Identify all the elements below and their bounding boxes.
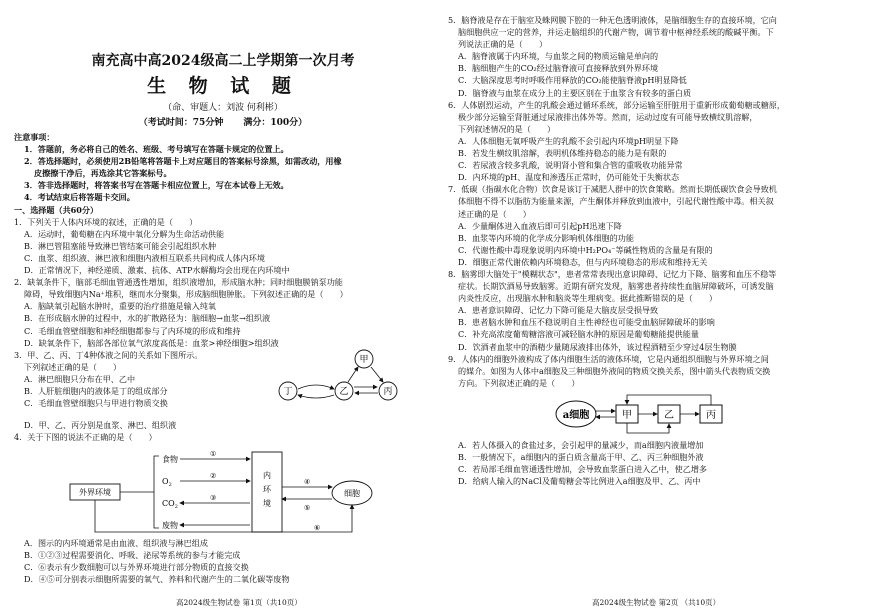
q4-co2-label: $CO_2$	[162, 498, 178, 510]
q1-stem: 1．下列关于人体内环境的叙述，正确的是（ ）	[14, 216, 198, 227]
q1-option-a: A．运动时，葡萄糖在内环境中氧化分解为生命活动供能	[24, 228, 225, 239]
q4-inner-label-1: 内	[263, 470, 271, 480]
q6-option-d: D．内环境的pH、温度和渗透压正常时，仍可能处于失衡状态	[458, 172, 680, 183]
q6-option-b: B．若发生横纹肌溶解，表明机体维持稳态的能力是有限的	[458, 148, 667, 159]
q9-option-a: A．若人体摄入的食盐过多，会引起甲的量减少，而a细胞内液量增加	[458, 439, 704, 450]
exam-time: （考试时间：75分钟	[138, 118, 224, 128]
q1-option-b: B．淋巴管阻塞能导致淋巴管结案可能会引起组织水肿	[24, 240, 217, 251]
q1-option-c: C．血浆、组织液、淋巴液和细胞内液相互联系共同构成人体内环境	[24, 252, 265, 263]
q7-option-b: B．血浆等内环境的化学成分影响机体细胞的功能	[458, 232, 634, 243]
q3-label-ding: 丁	[283, 386, 293, 397]
exam-score: 满分：100分）	[243, 118, 308, 128]
q9-cell-label: a细胞	[562, 409, 590, 421]
q7-option-d: D．细胞正常代谢依赖内环境稳态，但与内环境稳态的形成和维持无关	[458, 256, 708, 267]
q9-option-c: C．若局部毛细血管通透性增加，会导致血浆蛋白进入乙中，使乙增多	[458, 464, 708, 475]
q9-label-jia: 甲	[622, 409, 632, 421]
section-heading: 一、选择题（共60分）	[14, 204, 99, 215]
q8-option-d: D．饮酒者血浆中的酒精少量随尿液排出体外，该过程酒精至少穿过4层生物膜	[458, 341, 737, 352]
q6-option-a: A．人体细胞无氧呼吸产生的乳酸不会引起内环境pH明显下降	[458, 135, 679, 146]
q4-num-5: ⑤	[304, 503, 311, 512]
left-column	[14, 0, 432, 585]
q3-label-bing: 丙	[383, 386, 393, 397]
q6-option-c: C．若尿液含较多乳酸，说明肾小管和集合管的重吸收功能异常	[458, 160, 683, 171]
q5-option-c: C．大脑深度思考时呼吸作用释放的CO₂能使脑脊液pH明显降低	[458, 75, 687, 86]
q8-stem-line3: 内炎性反应，出现脑水肿和脑炎等生理病变。据此推断错误的是（ ）	[458, 293, 718, 304]
q9-diagram-svg	[448, 390, 866, 438]
q7-option-c: C．代谢性酸中毒现象说明内环境中H₂PO₄⁻等碱性物质的含量是有限的	[458, 244, 713, 255]
q5-option-b: B．脑细胞产生的CO₂经过脑脊液可直接释放到外界环境	[458, 63, 659, 74]
q4-food-label: 食物	[162, 454, 178, 464]
q8-option-a: A．患者意识障碍、记忆力下降可能是大脑皮层受损导致	[458, 305, 659, 316]
q8-option-c: C．补充高浓度葡萄糖溶液可减轻脑水肿的原因是葡萄糖能提供能量	[458, 329, 699, 340]
q9-label-bing: 丙	[706, 409, 716, 421]
q9-stem-line2: 的媒介。如图为人体中a细胞及三种细胞外液间的物质交换关系，图中箭头代表物质交换	[458, 365, 771, 376]
q8-stem-line1: 8．脑雾即大脑处于"模糊状态"，患者常常表现出意识障碍、记忆力下降、脑雾和血压不稳等	[448, 268, 777, 279]
notes-heading: 注意事项：	[14, 132, 55, 142]
q4-option-d: D．④⑤可分别表示细胞所需要的氧气、养料和代谢产生的二氧化碳等废物	[24, 574, 290, 585]
q4-num-2: ②	[210, 471, 217, 480]
note-4: 4．考试结束后将答题卡交回。	[24, 192, 135, 203]
q9-option-b: B．一般情况下，a细胞内的蛋白质含量高于甲、乙、丙三种细胞外液	[458, 452, 704, 462]
q4-num-1: ①	[210, 449, 217, 458]
q4-stem: 4．关于下图的说法不正确的是（ ）	[14, 431, 157, 442]
q4-diagram	[14, 444, 432, 536]
q3-stem-line1: 3．甲、乙、丙、丁4种体液之间的关系如下图所示。	[14, 349, 203, 360]
q4-outer-label: 外界环境	[79, 487, 111, 497]
q7-stem-line3: 述正确的是（ ）	[458, 208, 531, 219]
footer-left: 高2024级生物试卷 第1页（共10页）	[176, 598, 302, 607]
q3-option-b: B．人肝脏细胞内的液体是丁的组成部分	[24, 385, 168, 396]
q2-option-d: D．缺氧条件下，脑部各部位氧气浓度高低是：血浆>神经细胞>组织液	[24, 337, 279, 348]
q3-stem-line2: 下列叙述正确的是（ ）	[24, 361, 122, 372]
q4-option-b: B．①②③过程需要消化、呼吸、泌尿等系统的参与才能完成	[24, 550, 241, 561]
exam-meta	[14, 115, 432, 128]
note-1: 1．答题前，务必将自己的姓名、班级、考号填写在答题卡规定的位置上。	[24, 144, 289, 155]
q3-option-d: D．甲、乙、丙分别是血浆、淋巴、组织液	[24, 419, 177, 430]
q9-label-yi: 乙	[664, 409, 674, 421]
footer-right: 高2024级生物试卷 第2页 （共10页）	[592, 598, 721, 607]
q5-stem-line3: 列说法正确的是（ ）	[458, 39, 548, 50]
q4-inner-label-3: 境	[263, 498, 271, 508]
q2-option-c: C．毛细血管壁细胞和神经细胞都参与了内环境的形成和维持	[24, 325, 241, 336]
q8-option-b: B．患者脑水肿和血压不稳说明自主性神经也可能受血脑屏障破坏的影响	[458, 317, 715, 328]
q9-diagram	[448, 390, 866, 438]
q5-stem-line1: 5．脑脊液是存在于脑室及蛛网膜下腔的一种无色透明液体，是脑细胞生存的直接环境，它向	[448, 15, 777, 25]
note-2: 2．答选择题时，必须使用2B铅笔将答题卡上对应题目的答案标号涂黑，如需改动，用橡	[24, 156, 342, 167]
exam-subject: 生 物 试 题	[147, 75, 299, 97]
q6-stem-line2: 极少部分运输至肾脏通过尿液排出体外等。然而，运动过度有可能导致横纹肌溶解，	[458, 111, 758, 122]
q4-inner-label-2: 环	[263, 484, 271, 494]
q6-stem-line1: 6．人体剧烈运动，产生的乳酸会通过循环系统，部分运输至肝脏用于重新形成葡萄糖或糖原，	[448, 99, 785, 110]
note-2-cont: 皮擦擦干净后，再选涂其它答案标号。	[34, 168, 172, 179]
q1-option-d: D．正常情况下，神经递质、激素、抗体、ATP水解酶均会出现在内环境中	[24, 265, 290, 276]
q4-option-c: C．⑥表示有少数细胞可以与外界环境进行部分物质的直接交换	[24, 562, 249, 573]
q2-stem-line2: 障碍，导致细胞内Na⁺堆积，继而水分聚集，形成脑细胞肿胀。下列叙述正确的是（ ）	[24, 289, 348, 300]
q7-stem-line1: 7．低碳（指碳水化合物）饮食是该订于减肥人群中的饮食策略。然而长期低碳饮食会导致机	[448, 184, 777, 195]
q4-waste-label: 废物	[162, 520, 178, 530]
exam-authors: （命、审题人：刘波 何利彬）	[163, 103, 283, 113]
note-3: 3．答非选择题时，将答案书写在答题卡相应位置上，写在本试卷上无效。	[24, 180, 289, 191]
q4-num-6: ⑥	[314, 523, 321, 532]
q5-stem-line2: 脑细胞供应一定的营养，并运走脑组织的代谢产物，调节着中枢神经系统的酸碱平衡。下	[458, 27, 774, 38]
q3-diagram	[276, 347, 426, 417]
q9-option-d: D．给病人输入的NaCl及葡萄糖会等比例进入a细胞及甲、乙、丙中	[458, 476, 701, 487]
q2-option-a: A．脑缺氧引起脑水肿时，重要的治疗措施是输入纯氧	[24, 301, 217, 312]
q3-option-c: C．毛细血管壁细胞只与甲进行物质交换	[24, 398, 168, 409]
q4-cell-label: 细胞	[344, 488, 360, 498]
q2-stem-line1: 2．缺氧条件下，脑部毛细血管通透性增加，组织液增加，形成脑水肿；同时细胞膜钠泵功能	[14, 277, 343, 288]
q5-option-d: D．脑脊液与血浆在成分上的主要区别在于血浆含有较多的蛋白质	[458, 87, 692, 98]
q4-option-a: A．图示的内环境通常是由血液、组织液与淋巴组成	[24, 537, 208, 548]
q9-stem-line3: 方向。下列叙述正确的是（ ）	[458, 377, 580, 388]
q4-num-3: ③	[210, 493, 217, 502]
right-column	[448, 14, 866, 487]
q3-label-jia: 甲	[359, 354, 369, 365]
q9-stem-line1: 9．人体内的细胞外液构成了体内细胞生活的液体环境，它是内通组织细胞与外界环境之间	[448, 353, 769, 364]
q8-stem-line2: 症状。长期饮酒易导致脑雾。近期有研究发现，脑雾患者持续性血脑屏障破坏，可诱发脑	[458, 281, 774, 292]
q6-stem-line3: 下列叙述情况的是（ ）	[458, 123, 556, 134]
q4-diagram-svg	[14, 444, 432, 536]
exam-title: 南充高中高2024级高二上学期第一次月考	[91, 53, 355, 69]
q2-option-b: B．在形成脑水肿的过程中，水的扩散路径为：脑细胞→血浆→组织液	[24, 313, 271, 324]
q4-num-4: ④	[304, 477, 311, 486]
q7-stem-line2: 体细胞不得不以脂肪为能量来源，产生酮体并释放到血液中，引起代谢性酸中毒。相关叙	[458, 196, 774, 207]
q7-option-a: A．少量酮体进入血液后即可引起pH迅速下降	[458, 220, 622, 231]
q5-option-a: A．脑脊液属于内环境，与血浆之间的物质运输是单向的	[458, 51, 659, 62]
q3-label-yi: 乙	[339, 386, 349, 397]
q4-o2-label: $O_2$	[162, 476, 172, 488]
q3-option-a: A．淋巴细胞只分布在甲、乙中	[24, 373, 136, 384]
